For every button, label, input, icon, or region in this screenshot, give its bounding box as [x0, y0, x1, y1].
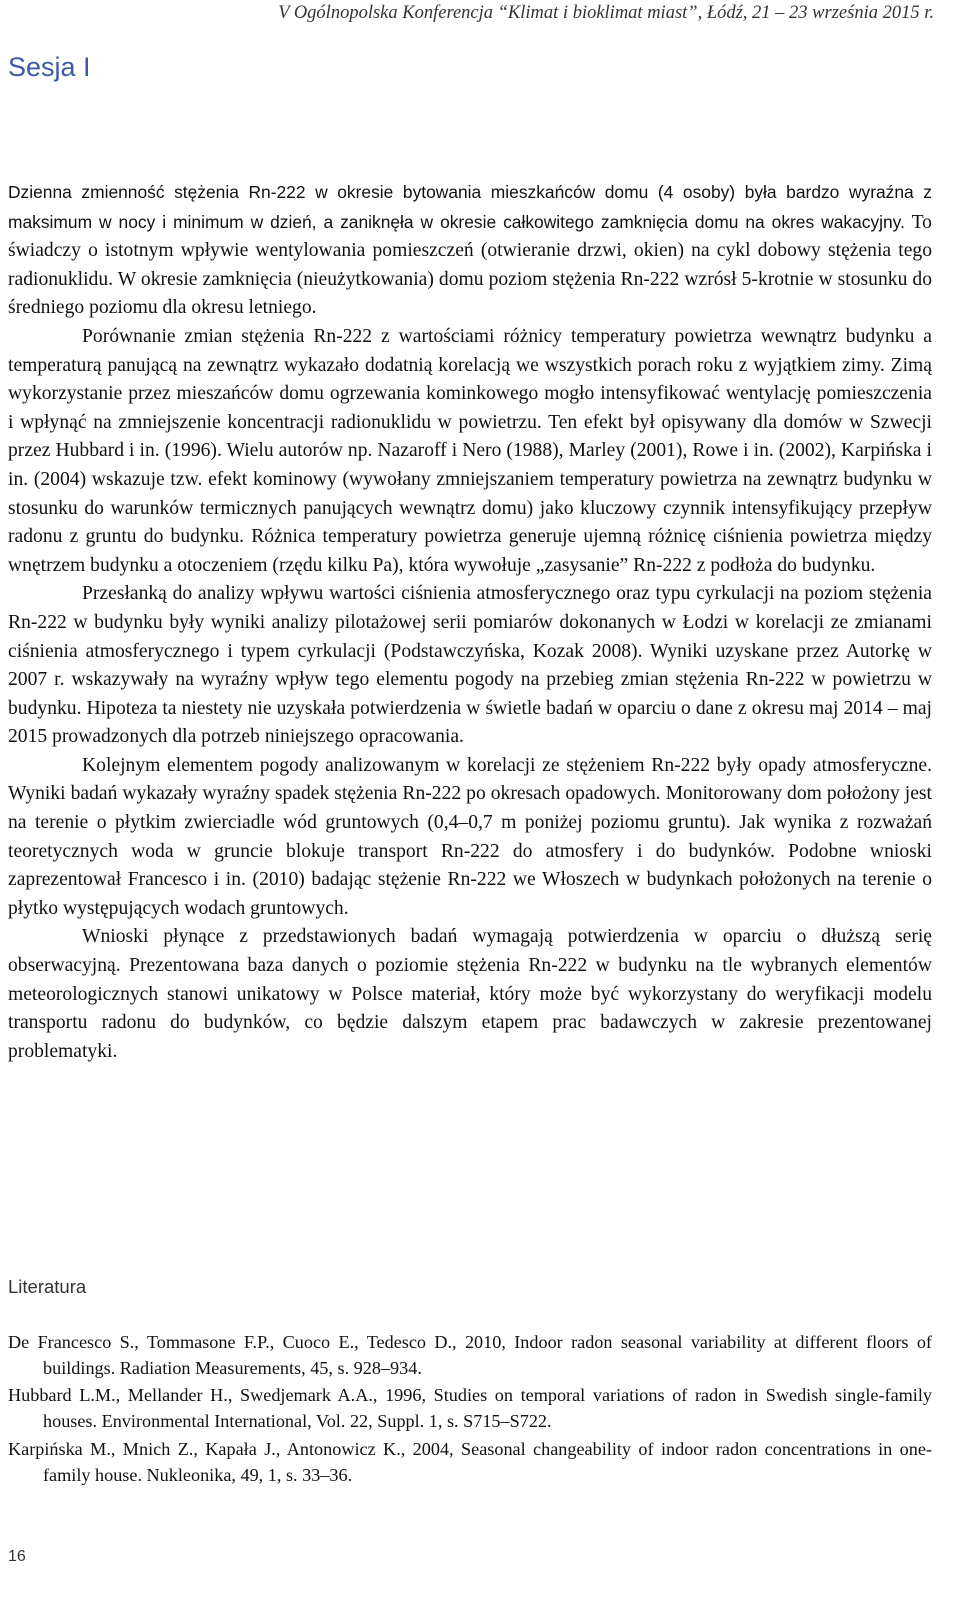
reference-item: Hubbard L.M., Mellander H., Swedjemark A.A., 1996, Studies on temporal variations of radon in Swedish single-family houses. Environmental International, Vol. 22, Suppl. 1, s. S715–S722. — [8, 1385, 932, 1432]
section-title: Sesja I — [8, 52, 91, 82]
paragraph-2: Porównanie zmian stężenia Rn-222 z wartościami różnicy temperatury powietrza wewnątrz budynku a temperaturą panującą na zewnątrz wykazało dodatnią korelacją we wszystkich porach roku z wyjątkiem zimy. Zimą wykorzystanie przez mieszańców domu ogrzewania kominkowego mogło intensyfikować wentylację pomieszczenia i wpłynąć na zmniejszenie koncentracji radionuklidu w powietrzu. Ten efekt był opisywany dla domów w Szwecji przez Hubbard i in. (1996). Wielu autorów np. Nazaroff i Nero (1988), Marley (2001), Rowe i in. (2002), Karpińska i in. (2004) wskazuje tzw. efekt kominowy (wywołany zmniejszaniem temperatury powietrza na zewnątrz budynku w stosunku do warunków termicznych panujących wewnątrz domu) jako kluczowy czynnik intensyfikujący przepływ radonu z gruntu do budynku. Różnica temperatury powietrza generuje ujemną różnicę ciśnienia powietrza między wnętrzem budynku a otoczeniem (rzędu kilku Pa), która wywołuje „zasysanie” Rn-222 z podłoża do budynku. — [8, 325, 932, 576]
reference-item: De Francesco S., Tommasone F.P., Cuoco E., Tedesco D., 2010, Indoor radon seasonal variability at different floors of buildings. Radiation Measurements, 45, s. 928–934. — [8, 1332, 932, 1378]
literature-heading: Literatura — [8, 1276, 87, 1297]
paragraph-1-sans-text: Dzienna zmienność stężenia Rn-222 w okresie bytowania mieszkańców domu (4 osoby) była bardzo wyraźna z maksimum w nocy i minimum w dzień, a zaniknęła w okresie całkowitego zamknięcia domu na okres wakacyjny. — [8, 182, 932, 232]
paragraph-1 — [8, 178, 932, 323]
body-text — [8, 178, 932, 1066]
paragraph-3: Przesłanką do analizy wpływu wartości ciśnienia atmosferycznego oraz typu cyrkulacji na poziom stężenia Rn-222 w budynku były wyniki analizy pilotażowej serii pomiarów dokonanych w Łodzi w korelacji ze zmianami ciśnienia atmosferycznego i typem cyrkulacji (Podstawczyńska, Kozak 2008). Wyniki uzyskane przez Autorkę w 2007 r. wskazywały na wyraźny wpływ tego elementu pogody na przebieg zmian stężenia Rn-222 w powietrzu w budynku. Hipoteza ta niestety nie uzyskała potwierdzenia w świetle badań w oparciu o dane z okresu maj 2014 – maj 2015 prowadzonych dla potrzeb niniejszego opracowania. — [8, 583, 932, 748]
reference-list — [8, 1330, 932, 1490]
running-header: V Ogólnopolska Konferencja “Klimat i bioklimat miast”, Łódź, 21 – 23 września 2015 r. — [278, 3, 934, 23]
paragraph-5: Wnioski płynące z przedstawionych badań wymagają potwierdzenia w oparciu o dłuższą serię obserwacyjną. Prezentowana baza danych o poziomie stężenia Rn-222 w budynku na tle wybranych elementów meteorologicznych stanowi unikatowy w Polsce materiał, który może być wykorzystany do weryfikacji modelu transportu radonu do budynków, co będzie dalszym etapem prac badawczych w zakresie prezentowanej problematyki. — [8, 926, 932, 1062]
paragraph-4: Kolejnym elementem pogody analizowanym w korelacji ze stężeniem Rn-222 były opady atmosferyczne. Wyniki badań wykazały wyraźny spadek stężenia Rn-222 po okresach opadowych. Monitorowany dom położony jest na terenie o płytkim zwierciadle wód gruntowych (0,4–0,7 m poniżej poziomu gruntu). Jak wynika z rozważań teoretycznych woda w gruncie blokuje transport Rn-222 do atmosfery i do budynków. Podobne wnioski zaprezentował Francesco i in. (2010) badając stężenie Rn-222 we Włoszech w budynkach położonych na terenie o płytko występujących wodach gruntowych. — [8, 754, 932, 919]
page-number: 16 — [8, 1548, 26, 1565]
paragraph-1-text: To świadczy o istotnym wpływie wentylowania pomieszczeń (otwieranie drzwi, okien) na cykl dobowy stężenia tego radionuklidu. W okresie zamknięcia (nieużytkowania) domu poziom stężenia Rn-222 wzrósł 5-krotnie w stosunku do średniego poziomu dla okresu letniego. — [8, 211, 932, 319]
reference-item: Karpińska M., Mnich Z., Kapała J., Antonowicz K., 2004, Seasonal changeability of indoor radon concentrations in one-family house. Nukleonika, 49, 1, s. 33–36. — [8, 1438, 932, 1485]
